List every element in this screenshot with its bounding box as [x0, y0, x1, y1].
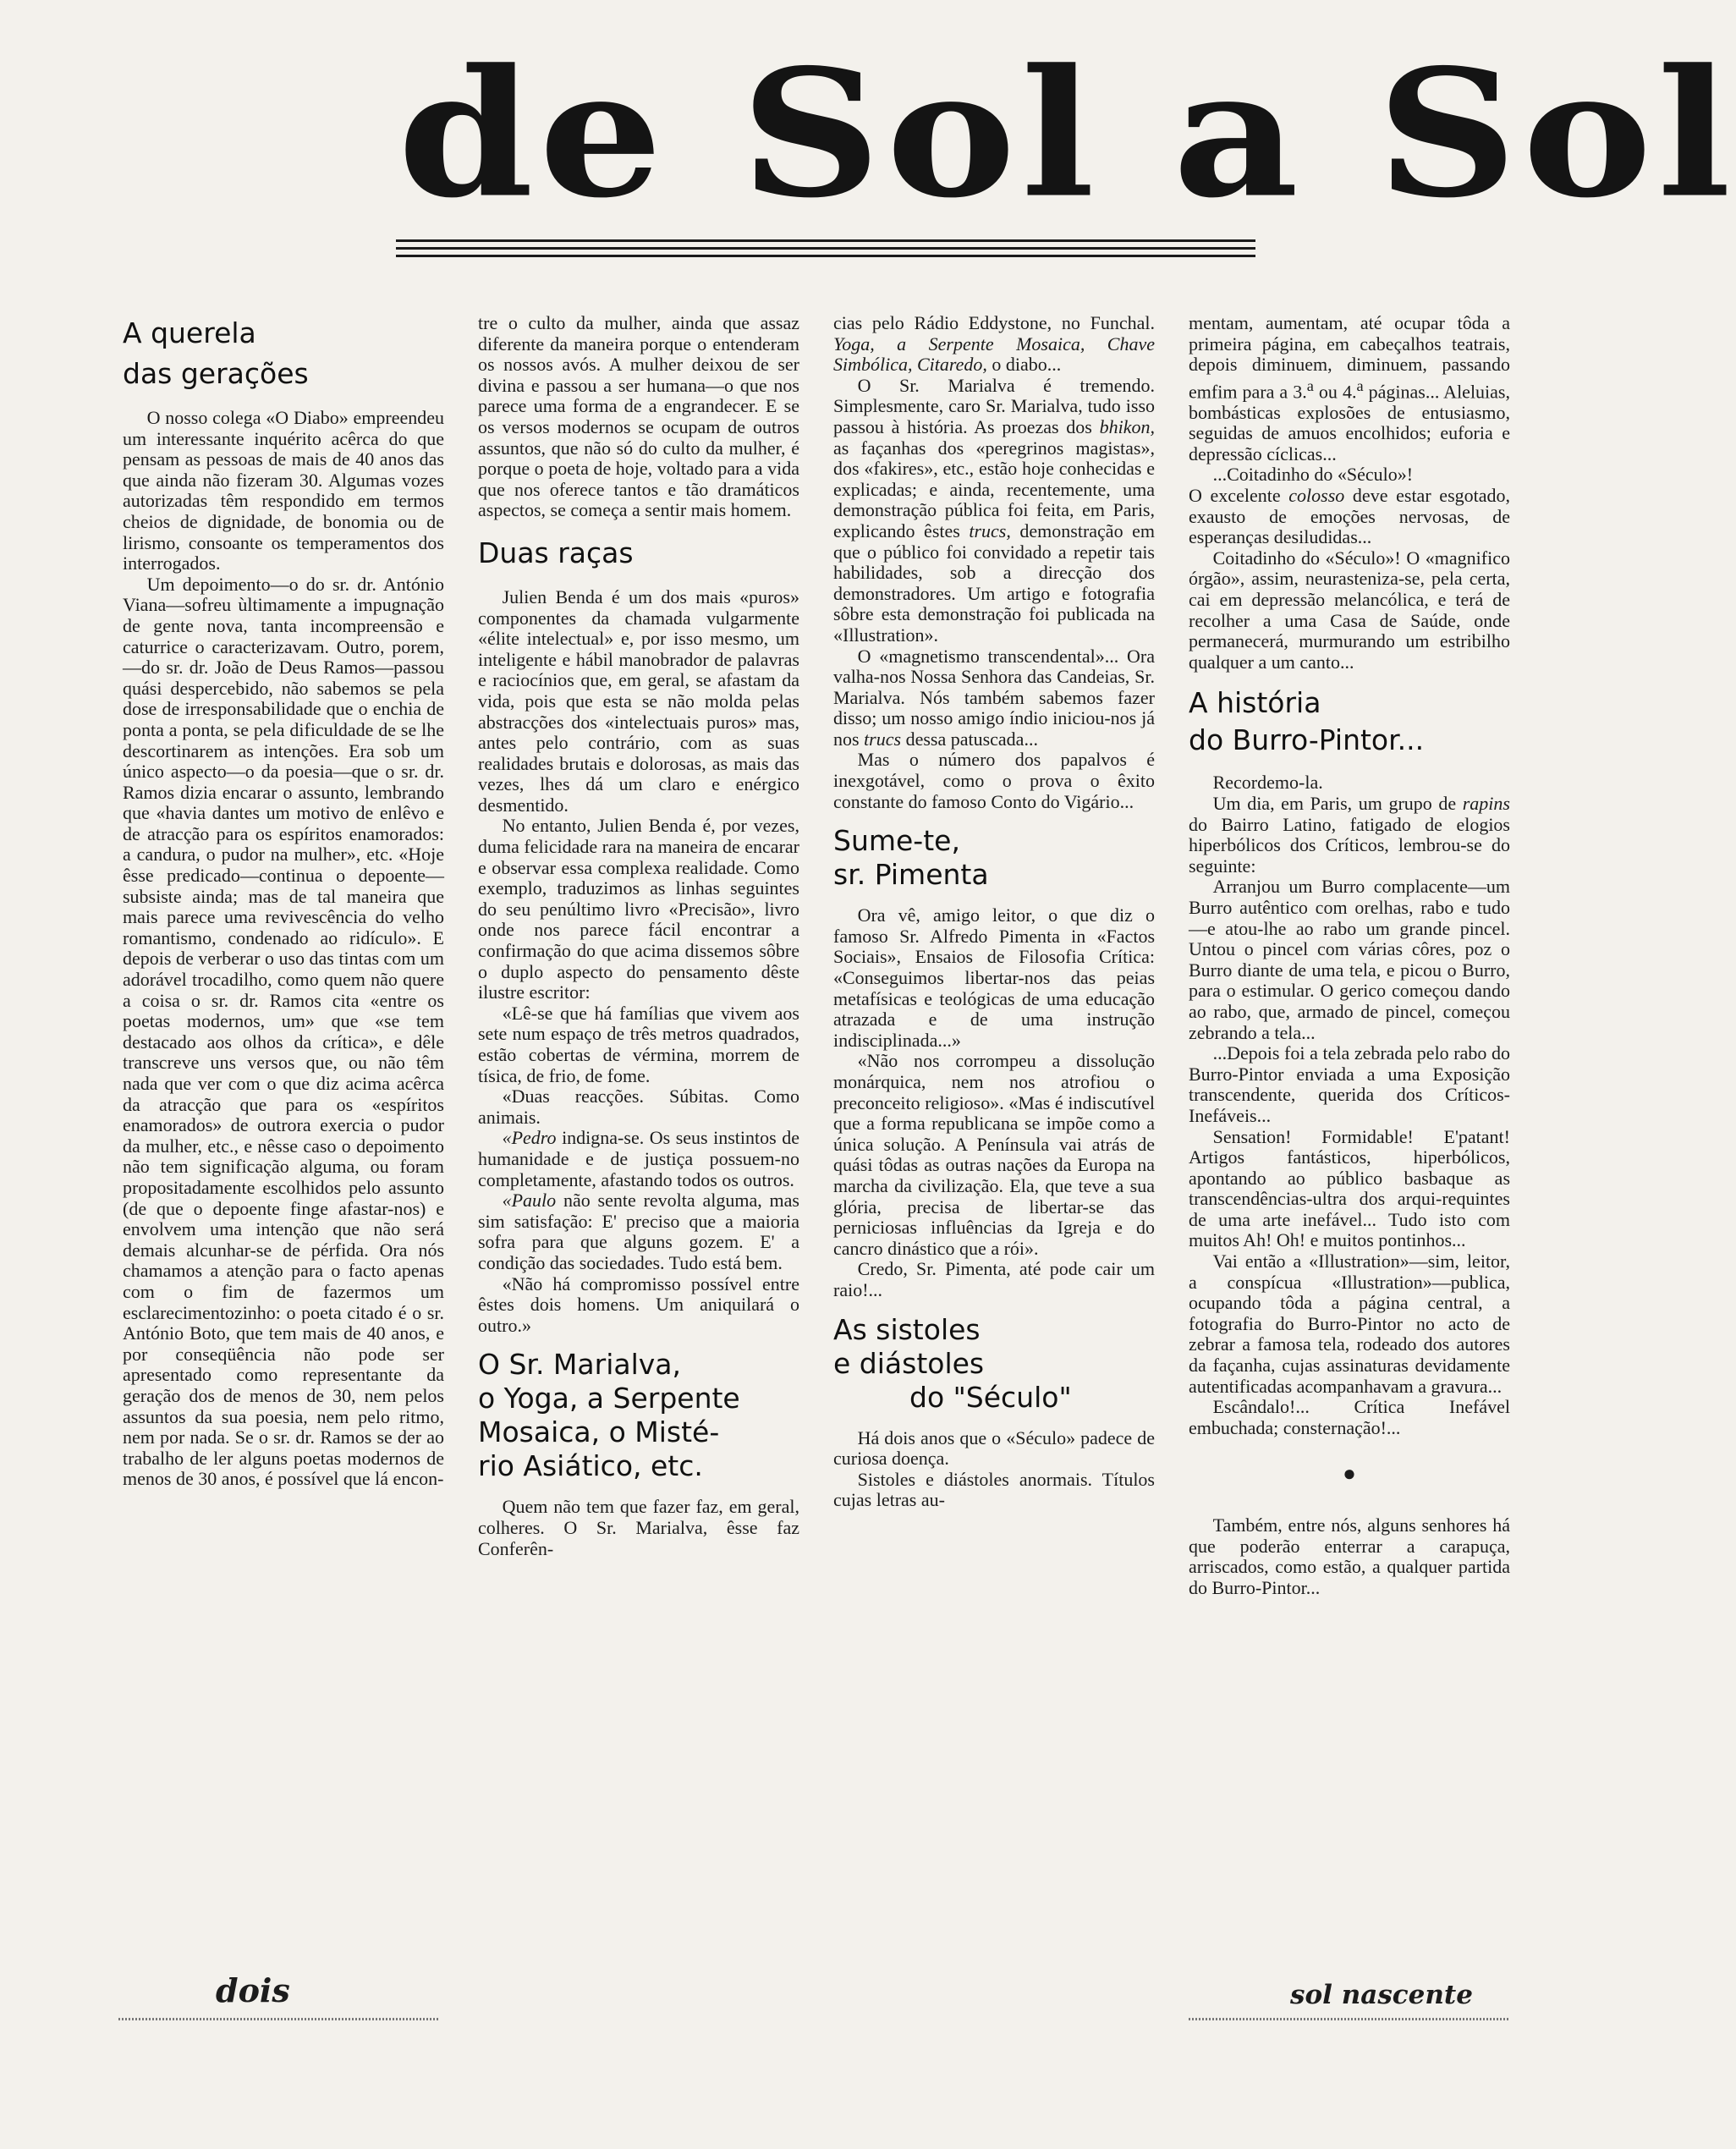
paragraph [1189, 486, 1510, 548]
column-3 [833, 313, 1155, 1511]
publication-name: sol nascente [1290, 1980, 1473, 2010]
paragraph: O nosso colega «O Diabo» empreendeu um interessante inquérito acêrca do que pensam as pessoas de mais de 40 anos das que ainda não fizeram 30. Algumas vozes autorizadas têm respondido em termos cheios de dignidade, de bonomia ou de lirismo, consoante os temperamentos dos interrogados. [123, 407, 444, 574]
paragraph [478, 1190, 799, 1273]
text-run: ou 4. [1313, 381, 1357, 403]
text-run: O «magnetismo transcendental»... Ora valha-nos Nossa Senhora das Candeias, Sr. Marialva. Nós também sabemos fazer disso; um nosso amigo índio iniciou-nos já nos [833, 645, 1155, 750]
emphasis: «Pedro [502, 1127, 557, 1149]
masthead-title: de Sol a Sol [398, 31, 1736, 237]
heading-line: das gerações [123, 357, 309, 390]
bullet-separator: ● [1343, 1461, 1356, 1487]
paragraph: Ora vê, amigo leitor, o que diz o famoso Sr. Alfredo Pimenta in «Factos Sociais», Ensaios de Filosofia Crítica: «Conseguimos libertar-nos das peias metafísicas e teológicas de uma educação atrazada e de uma instrução indisciplinada...» [833, 904, 1155, 1051]
paragraph: Julien Benda é um dos mais «puros» componentes da chamada vulgarmente «élite intelectual» e, por isso mesmo, um inteligente e hábil manobrador de palavras e raciocínios que, em geral, se afastam da vida, pois que esta se não molda pelas abstracções dos «intelectuais puros» mas, antes pelo contrário, com as suas realidades brutais e dolorosas, as mais das vezes, lhes dá um claro e enérgico desmentido. [478, 585, 799, 816]
page-label: dois [216, 1971, 290, 2009]
paragraph: Um depoimento—o do sr. dr. António Viana—sofreu ùltimamente a impugnação de gente nova, tanta incompreensão e caturrice o caracterizavam. Outro, porem,—do sr. dr. João de Deus Ramos—passou quási despercebido, não sabemos se pela dose de irresponsabilidade que o enchia de ponta a ponta, se pela dificuldade de se lhe descortinarem as intenções. Era sob um único aspecto—o da poesia—que o sr. dr. Ramos dizia encarar o assunto, lembrando que «havia dantes um motivo de enlêvo e de atracção para os espíritos enamorados: a candura, o pudor na mulher», etc. «Hoje êsse predicado—continua o depoente—subsiste ainda; mas de tal maneira que mais parece uma revivescência do velho romantismo, condenado ao ridículo». E depois de verberar o uso das tintas com um adorável trocadilho, como quem não quere a coisa o sr. dr. Ramos cita «entre os poetas modernos, um» que «se tem destacado aos olhos da crítica», e dêle transcreve uns versos que, ou não têm nada que ver com o que diz acima acêrca da atracção que para os «espíritos enamorados» de outrora exercia o pudor da mulher, etc., e nêsse caso o depoimento não tem significação alguma, ou foram propositadamente escolhidos pelo assunto (de que o depoente finge afastar-nos) e envolvem uma intenção que não será demais alcunhar-se de pérfida. Ora nós chamamos a atenção para o facto apenas com o fim de fazermos um esclarecimentozinho: o poeta citado é o sr. António Boto, que tem mais de 40 anos, e por conseqüência não pode ser apresentado como representante da geração dos de menos de 30, nem pelos assuntos da sua poesia, nem pelo ritmo, nem por nada. Se o sr. dr. Ramos se der ao trabalho de ler alguns poetas modernos de menos de 30 anos, é possível que lá encon- [123, 573, 445, 1490]
paragraph: Credo, Sr. Pimenta, até pode cair um raio!... [833, 1258, 1155, 1300]
paragraph: Mas o número dos papalvos é inexgotável, como o prova o êxito constante do famoso Conto do Vigário... [833, 749, 1155, 812]
paragraph: Escândalo!... Crítica Inefável embuchada; consternação!... [1189, 1396, 1510, 1438]
paragraph: Arranjou um Burro complacente—um Burro autêntico com orelhas, rabo e tudo—e atou-lhe ao rabo um grande pincel. Untou o pincel com várias côres, poz o Burro diante de uma tela, e picou o Burro, para o estimular. O gerico começou dando ao rabo, que, armado de pincel, começou zebrando a tela... [1189, 876, 1510, 1043]
text-run: deve estar esgotado, exausto de emoções nervosas, de esperanças desiludidas... [1189, 485, 1511, 548]
emphasis: trucs [864, 728, 902, 750]
column-4 [1189, 313, 1510, 1598]
heading-line: do "Século" [909, 1380, 1072, 1414]
emphasis: trucs, [969, 519, 1011, 541]
footer-rule-left [118, 2018, 440, 2020]
paragraph: No entanto, Julien Benda é, por vezes, duma felicidade rara na maneira de encarar e observar essa complexa realidade. Como exemplo, traduzimos as linhas seguintes do seu penúltimo livro «Precisão», livro onde nos parece fácil encontrar a confirmação do que acima dissemos sôbre o duplo aspecto do pensamento dêste ilustre escritor: [478, 815, 799, 1003]
heading-duas-racas [478, 533, 799, 574]
heading-marialva [478, 1348, 799, 1483]
heading-line: sr. Pimenta [833, 858, 989, 892]
emphasis: Yoga, a Serpente Mosaica, Chave Simbólica, Citaredo, [833, 333, 1155, 376]
text-run: demonstração em que o público foi convidado a repetir tais habilidades, sob a direcção dos demonstradores. Um artigo e fotografia sôbre esta demonstração foi publicada na «Illustration». [833, 519, 1155, 646]
heading-pimenta [833, 824, 1155, 892]
paragraph: «Lê-se que há famílias que vivem aos sete num espaço de três metros quadrados, estão cobertas de vérmina, morrem de tísica, de frio, de fome. [478, 1002, 799, 1086]
text-run: dessa patuscada... [901, 728, 1038, 750]
text-run: não sente revolta alguma, mas sim satisfação: E' preciso que a maioria sofra para que alguns gozem. E' a condição das sociedades. Tudo está bem. [478, 1190, 799, 1273]
heading-line: rio Asiático, etc. [478, 1449, 703, 1483]
paragraph [478, 1128, 799, 1190]
text-run: indigna-se. Os seus instintos de humanidade e de justiça possuem-no completamente, afastando todos os outros. [478, 1127, 799, 1190]
heading-line: e diástoles [833, 1346, 985, 1380]
heading-line: A querela [123, 316, 256, 349]
column-1 [123, 313, 444, 1490]
footer-rule-right [1189, 2018, 1510, 2020]
paragraph: Sensation! Formidable! E'patant! Artigos fantásticos, hiperbólicos, apontando ao público basbaque as transcendências-ultra dos arqui-requintes de uma arte inefável... Tudo isto com muitos Ah! Oh! e muitos pontinhos... [1189, 1125, 1510, 1251]
heading-line: As sistoles [833, 1312, 981, 1346]
emphasis: «Paulo [502, 1190, 557, 1212]
text-run: as façanhas dos «peregrinos magistas», dos «fakires», etc., estão hoje conhecidas e explicadas; e ainda, recentemente, uma demonstração pública foi feita, em Paris, explicando êstes [833, 437, 1155, 541]
emphasis: rapins [1462, 793, 1510, 815]
text-run: O Sr. Marialva é tremendo. Simplesmente, caro Sr. Marialva, tudo isso passou à história. As proezas dos [833, 374, 1155, 437]
heading-burro-pintor [1189, 684, 1510, 759]
heading-line: Sume-te, [833, 824, 960, 858]
paragraph: Sistoles e diástoles anormais. Títulos cujas letras au- [833, 1468, 1155, 1511]
paragraph: Há dois anos que o «Século» padece de curiosa doença. [833, 1426, 1155, 1470]
paragraph: «Não nos corrompeu a dissolução monárquica, nem nos atrofiou o preconceito religioso». «Mas é indiscutível que a forma republicana se impõe como a única solução. A Península vai atrás de quási tôdas as outras nações da Europa na marcha da civilização. Ela, que teve a sua glória, precisa de libertar-se das perniciosas influências da Igreja e do cancro dinástico que a rói». [833, 1050, 1155, 1259]
text-run: cias pelo Rádio Eddystone, no Funchal. [833, 312, 1155, 333]
paragraph: Coitadinho do «Século»! O «magnifico órgão», assim, neurasteniza-se, pela certa, cai em depressão melancólica, e terá de recolher a uma Casa de Saúde, onde permanecerá, murmurando um estribilho qualquer a um canto... [1189, 547, 1510, 673]
paragraph [1189, 313, 1510, 464]
text-run: Um dia, em Paris, um grupo de [1212, 793, 1463, 815]
heading-line: Duas raças [478, 536, 634, 569]
masthead-rules [396, 239, 1255, 262]
paragraph: «Duas reacções. Súbitas. Como animais. [478, 1085, 799, 1128]
superscript: a [1356, 376, 1364, 394]
text-run: mentam, aumentam, até ocupar tôda a primeira página, em cabeçalhos teatrais, depois diminuem, diminuem, passando emfim para a 3. [1189, 312, 1510, 403]
heading-line: do Burro-Pintor... [1189, 723, 1425, 757]
heading-querela [123, 313, 444, 394]
emphasis: colosso [1288, 485, 1345, 507]
heading-line: o Yoga, a Serpente [478, 1382, 740, 1415]
paragraph: Recordemo-la. [1212, 772, 1323, 794]
paragraph: «Não há compromisso possível entre êstes dois homens. Um aniquilará o outro.» [478, 1272, 799, 1336]
paragraph: ...Coitadinho do «Século»! [1212, 464, 1414, 486]
paragraph [833, 313, 1155, 376]
text-run: o diabo... [986, 354, 1062, 376]
paragraph: ...Depois foi a tela zebrada pelo rabo do Burro-Pintor enviada a uma Exposição transcendente, querida dos Críticos-Inefáveis... [1189, 1042, 1510, 1126]
text-run: O excelente [1189, 485, 1289, 507]
column-2 [478, 313, 799, 1559]
emphasis: bhikon, [1099, 415, 1155, 437]
paragraph [1189, 794, 1510, 877]
paragraph: tre o culto da mulher, ainda que assaz diferente da maneira porque o entenderam os nossos avós. A mulher deixou de ser divina e passou a ser humana—o que nos parece uma forma de a engrandecer. E se os versos modernos se ocupam de outros assuntos, que não só do culto da mulher, é porque o poeta de hoje, voltado para a vida que nos oferece tantos e tão dramáticos aspectos, se começa a sentir mais homem. [478, 312, 799, 521]
text-run: páginas... Aleluias, bombásticas explosões de entusiasmo, seguidas de amuos encolhidos; euforia e depressão cíclicas... [1189, 381, 1510, 464]
paragraph: Vai então a «Illustration»—sim, leitor, a conspícua «Illustration»—publica, ocupando tôda a página central, a fotografia do Burro-Pintor no acto de zebrar a famosa tela, rodeado dos autores da façanha, cujas assinaturas devidamente autentificadas acompanhavam a gravura... [1189, 1250, 1510, 1397]
heading-sistoles [833, 1313, 1155, 1415]
heading-line: O Sr. Marialva, [478, 1348, 681, 1382]
text-run: do Bairro Latino, fatigado de elogios hiperbólicos dos Críticos, lembrou-se do seguinte: [1189, 813, 1510, 877]
heading-line: A história [1189, 686, 1321, 720]
paragraph: Quem não tem que fazer faz, em geral, colheres. O Sr. Marialva, êsse faz Conferên- [478, 1496, 799, 1559]
paragraph [833, 376, 1155, 646]
heading-line: Mosaica, o Misté- [478, 1415, 720, 1449]
paragraph: Também, entre nós, alguns senhores há que poderão enterrar a carapuça, arriscados, como estão, a qualquer partida do Burro-Pintor... [1189, 1514, 1510, 1598]
superscript: a [1306, 376, 1314, 394]
paragraph [833, 646, 1155, 750]
